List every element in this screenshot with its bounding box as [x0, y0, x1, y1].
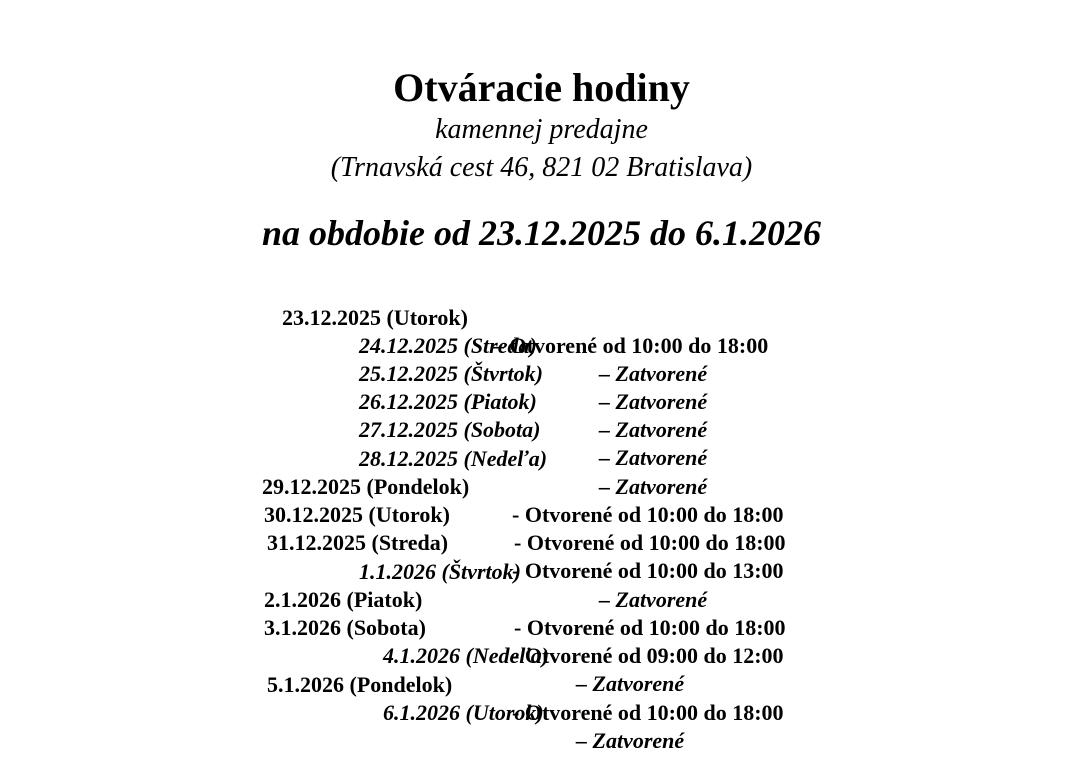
row-date: 3.1.2026 (Sobota)	[264, 615, 426, 640]
row-status: - Otvorené od 10:00 do 18:00	[512, 502, 784, 527]
row-status: - Otvorené od 10:00 do 18:00	[512, 700, 784, 725]
row-date: 5.1.2026 (Pondelok)	[267, 672, 453, 697]
row-date: 24.12.2025 (Streda)	[359, 333, 537, 358]
row-date: 26.12.2025 (Piatok)	[359, 389, 537, 414]
row-status: – Zatvorené	[576, 728, 685, 753]
row-date: 31.12.2025 (Streda)	[267, 530, 449, 555]
row-status: – Zatvorené	[599, 389, 708, 414]
row-date: 1.1.2026 (Štvrtok)	[359, 559, 521, 584]
row-date: 28.12.2025 (Nedeľa)	[359, 446, 548, 471]
row-date: 30.12.2025 (Utorok)	[264, 502, 450, 527]
row-date: 2.1.2026 (Piatok)	[264, 587, 423, 612]
row-date: 4.1.2026 (Nedeľa)	[383, 643, 550, 668]
row-status: – Zatvorené	[599, 361, 708, 386]
row-status: – Zatvorené	[599, 587, 708, 612]
row-status: – Zatvorené	[576, 671, 685, 696]
row-status: – Zatvorené	[599, 417, 708, 442]
period-heading: na obdobie od 23.12.2025 do 6.1.2026	[261, 213, 821, 253]
store-address: (Trnavská cest 46, 821 02 Bratislava)	[330, 152, 753, 183]
row-date: 25.12.2025 (Štvrtok)	[359, 361, 543, 386]
row-date: 29.12.2025 (Pondelok)	[262, 474, 470, 499]
row-date: 23.12.2025 (Utorok)	[282, 305, 468, 330]
subtitle: kamennej predajne	[435, 114, 648, 145]
row-status: – Otvorené od 10:00 do 18:00	[493, 333, 769, 358]
row-status: – Zatvorené	[599, 445, 708, 470]
page-title: Otváracie hodiny	[393, 65, 690, 110]
row-status: – Zatvorené	[599, 474, 708, 499]
row-status: - Otvorené od 09:00 do 12:00	[512, 643, 784, 668]
row-status: - Otvorené od 10:00 do 18:00	[514, 615, 786, 640]
row-date: 6.1.2026 (Utorok)	[383, 700, 544, 725]
row-status: - Otvorené od 10:00 do 18:00	[514, 530, 786, 555]
row-status: - Otvorené od 10:00 do 13:00	[512, 558, 784, 583]
row-date: 27.12.2025 (Sobota)	[359, 417, 541, 442]
